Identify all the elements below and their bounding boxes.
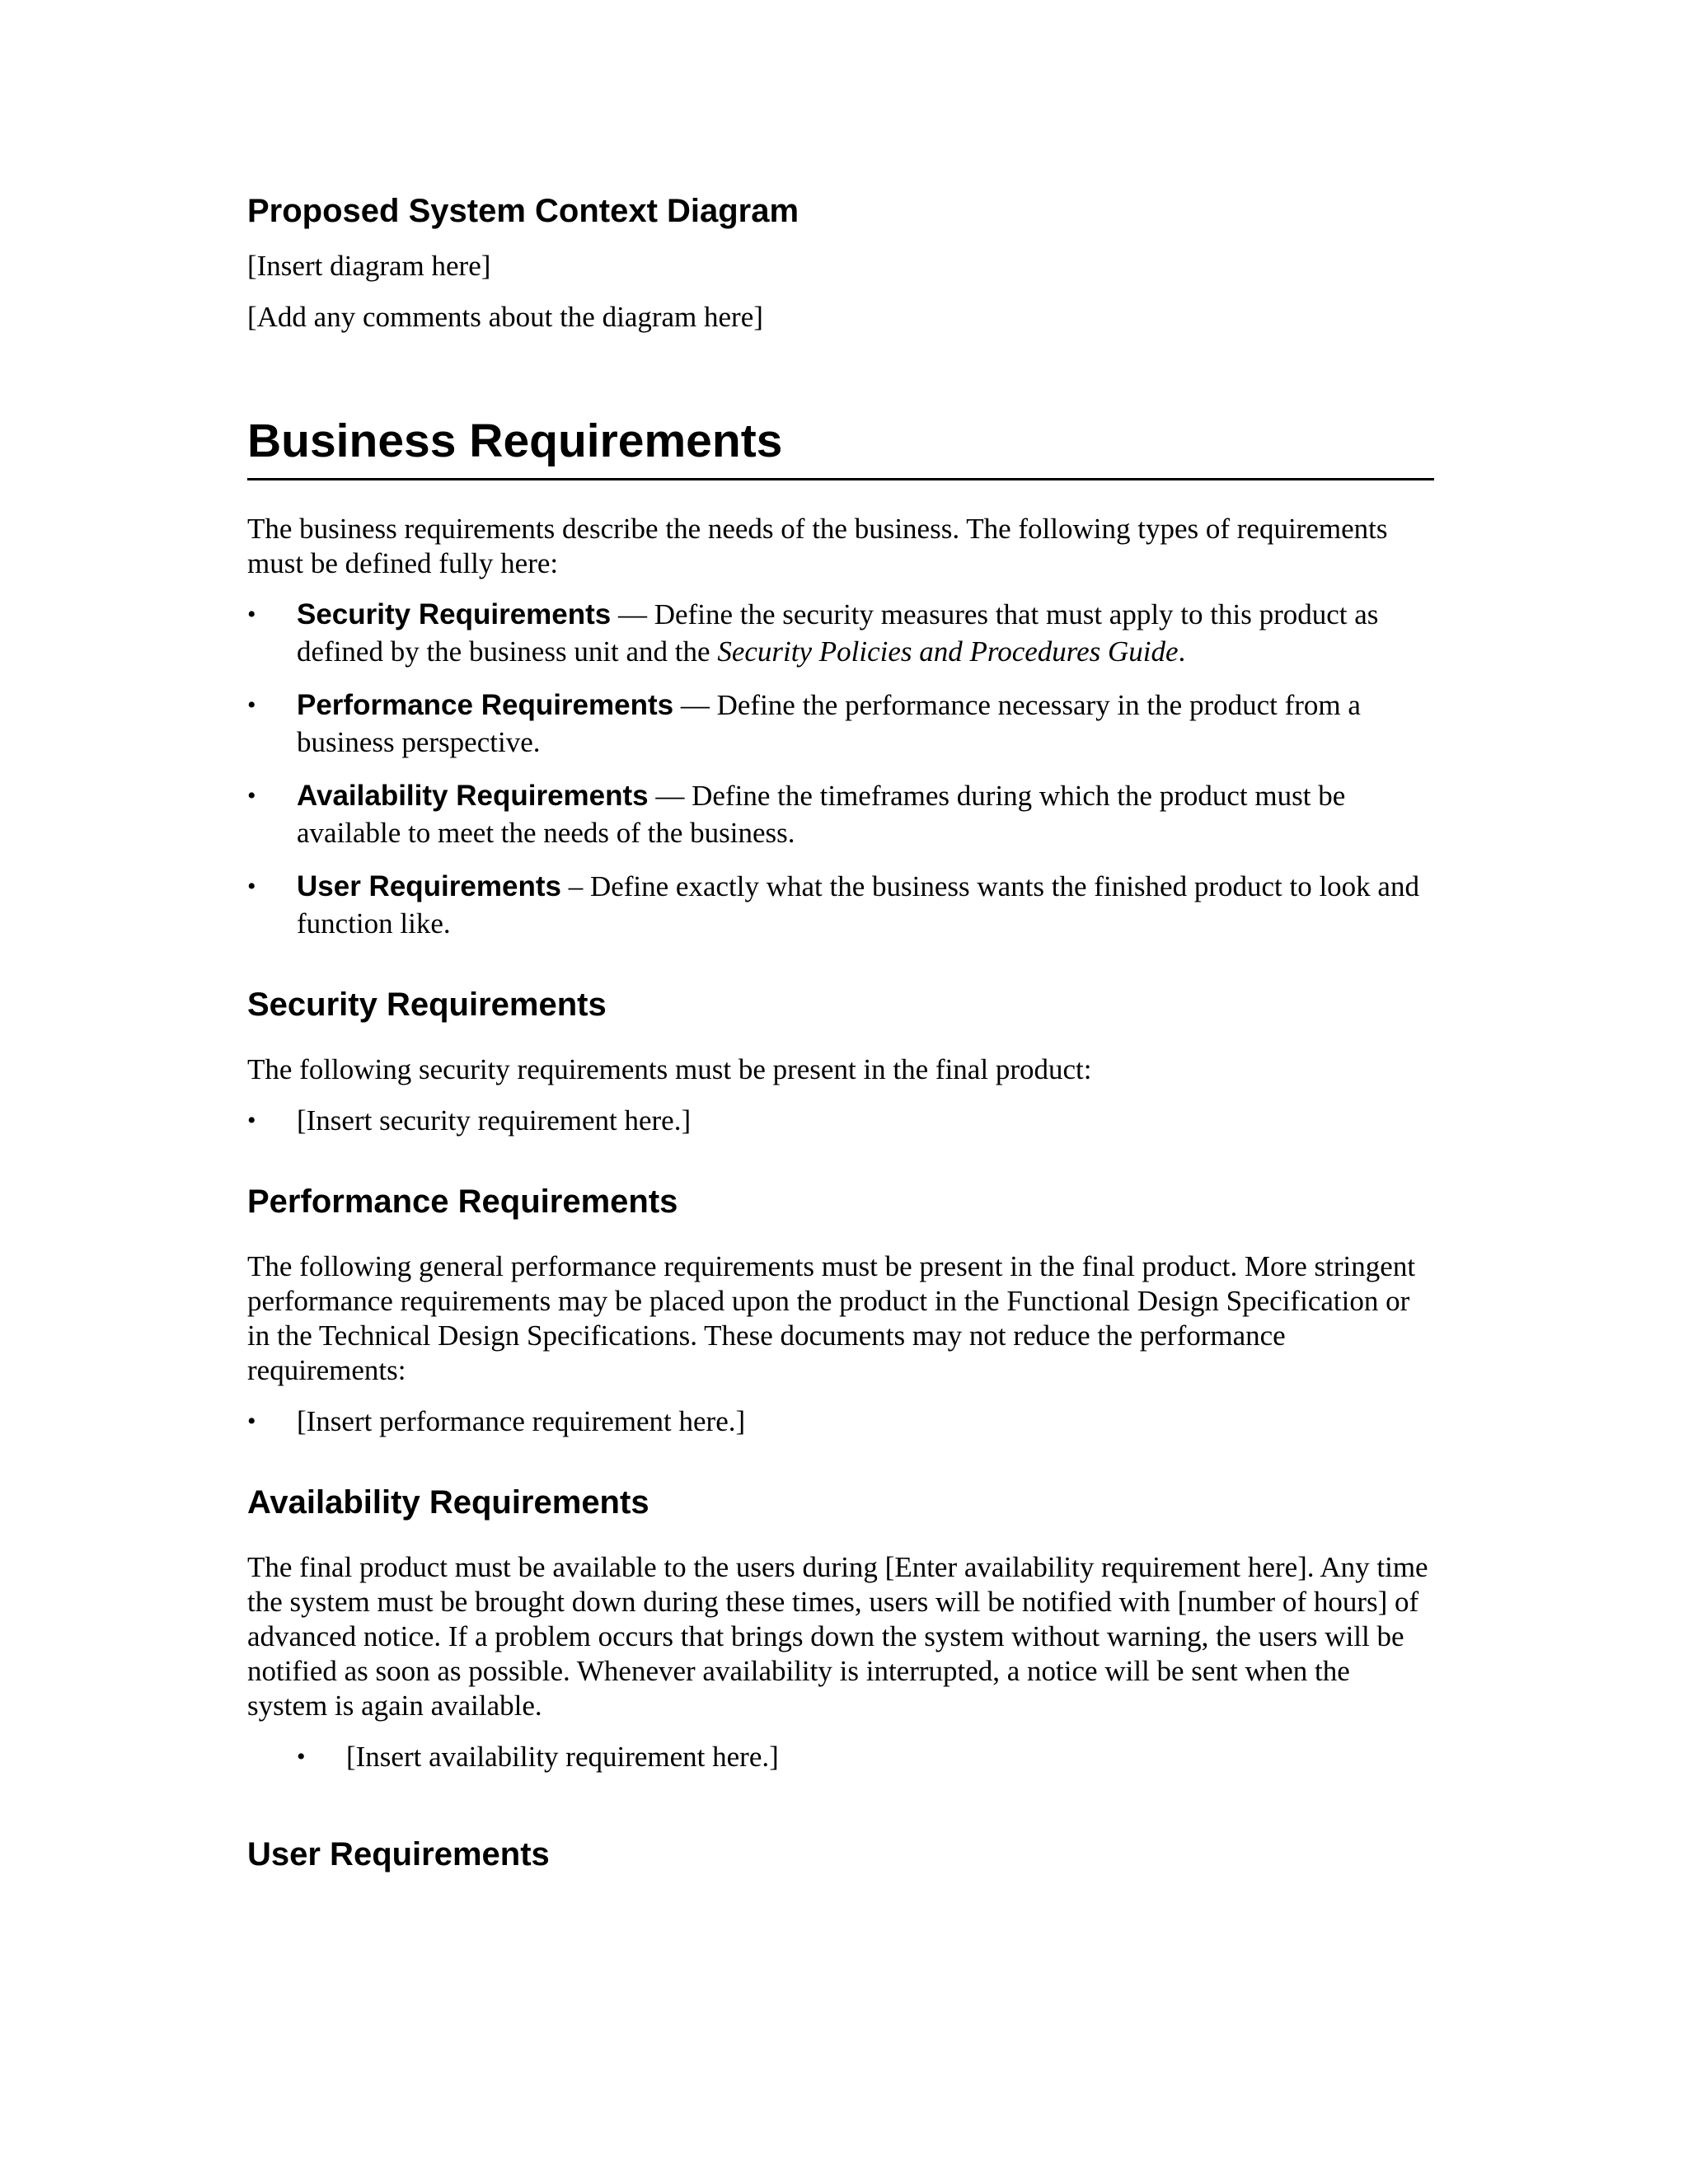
bullet-icon: •	[247, 782, 256, 809]
diagram-comments-placeholder: [Add any comments about the diagram here]	[247, 301, 763, 333]
list-item-text: Define exactly what the business wants the finished product to look and function like.	[297, 870, 1419, 940]
list-item-text: Define the security measures that must apply to this product as defined by the business unit and the	[297, 598, 1379, 668]
performance-requirements-list	[247, 1403, 1434, 1440]
page-content	[247, 191, 1434, 1874]
business-requirements-heading: Business Requirements	[247, 414, 1434, 480]
list-item-term: Availability Requirements	[297, 780, 649, 812]
list-item-separator: –	[560, 870, 590, 902]
security-requirements-intro: The following security requirements must be present in the final product:	[247, 1053, 1092, 1085]
security-requirements-heading: Security Requirements	[247, 987, 607, 1023]
policy-guide-title: Security Policies and Procedures Guide	[717, 635, 1179, 668]
list-item-term: User Requirements	[297, 870, 561, 902]
bullet-icon: •	[247, 873, 256, 900]
performance-requirements-heading: Performance Requirements	[247, 1183, 678, 1220]
availability-requirements-intro: The final product must be available to the users during [Enter availability requirement here]. Any time the system must be brought down during these times, users will be notified with [number of hours] of advanced notice. If a problem occurs that brings down the system without warning, the users will be notified as soon as possible. Whenever availability is interrupted, a notice will be sent when the system is again available.	[247, 1551, 1428, 1722]
bullet-icon: •	[247, 601, 256, 628]
list-item	[247, 1738, 1434, 1775]
list-item-term: Security Requirements	[297, 598, 612, 630]
security-requirement-placeholder: [Insert security requirement here.]	[297, 1104, 692, 1137]
list-item-term: Performance Requirements	[297, 689, 674, 721]
user-requirements-heading: User Requirements	[247, 1836, 550, 1872]
list-item-separator: —	[673, 689, 717, 721]
list-item	[247, 1403, 1434, 1440]
list-item-availability	[247, 777, 1434, 851]
list-item-separator: —	[611, 598, 654, 630]
list-item-text: Define the timeframes during which the product must be available to meet the needs of the business.	[297, 780, 1346, 849]
business-requirements-intro: The business requirements describe the needs of the business. The following types of requirements must be defined fully here:	[247, 513, 1388, 579]
list-item	[247, 1102, 1434, 1139]
bullet-icon: •	[247, 691, 256, 719]
availability-requirements-heading: Availability Requirements	[247, 1484, 649, 1521]
performance-requirements-intro: The following general performance requirements must be present in the final product. More stringent performance requirements may be placed upon the product in the Functional Design Specification or in the Technical Design Specifications. These documents may not reduce the performance requirements:	[247, 1250, 1416, 1386]
diagram-placeholder: [Insert diagram here]	[247, 250, 491, 282]
bullet-icon: •	[247, 1107, 256, 1134]
context-diagram-heading: Proposed System Context Diagram	[247, 193, 799, 229]
bullet-icon: •	[247, 1408, 256, 1435]
bullet-icon: •	[297, 1743, 306, 1770]
availability-requirements-list	[247, 1738, 1434, 1775]
security-requirements-list	[247, 1102, 1434, 1139]
availability-requirement-placeholder: [Insert availability requirement here.]	[346, 1741, 779, 1773]
list-item-security	[247, 596, 1434, 670]
list-item-separator: —	[648, 780, 692, 812]
list-item-user	[247, 868, 1434, 942]
list-item-performance	[247, 687, 1434, 761]
performance-requirement-placeholder: [Insert performance requirement here.]	[297, 1405, 746, 1437]
list-item-text-end: .	[1178, 635, 1186, 668]
list-item-text: Define the performance necessary in the product from a business perspective.	[297, 689, 1361, 758]
requirement-types-list	[247, 596, 1434, 942]
